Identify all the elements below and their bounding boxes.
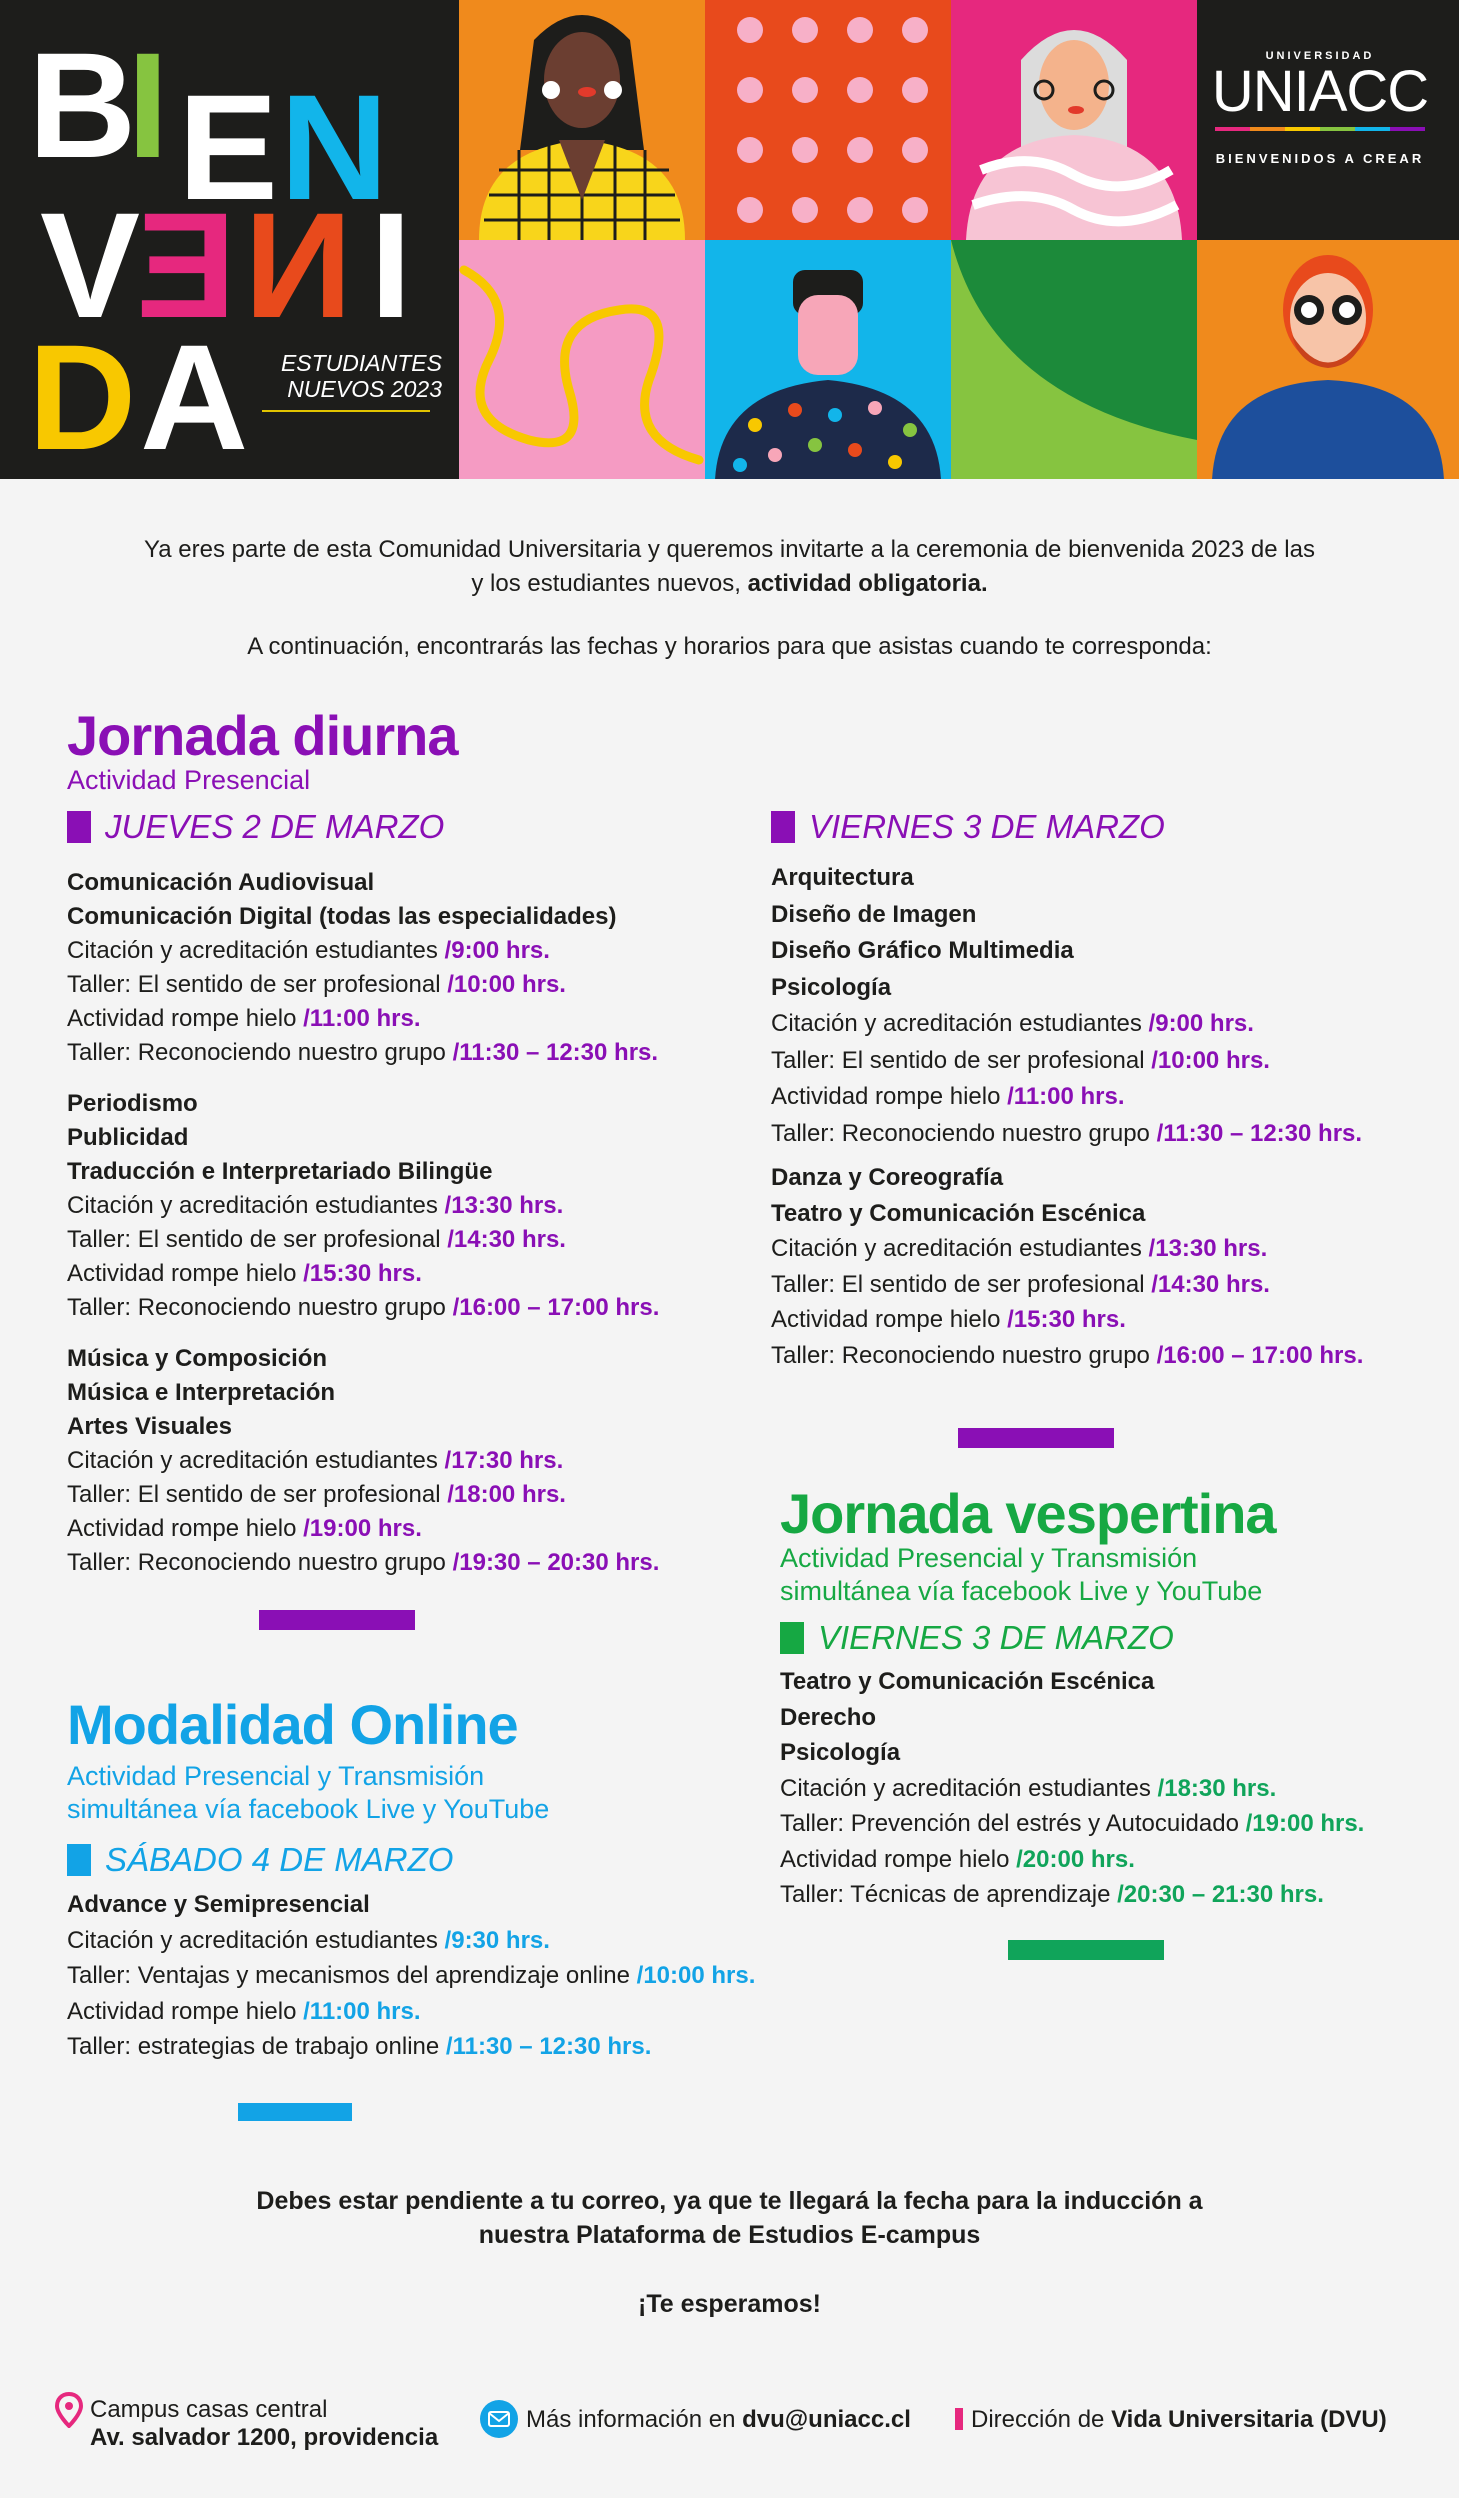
activity-label: Actividad rompe hielo [771,1083,1001,1110]
section-subtitle-online: Actividad Presencial y Transmisión simultánea vía facebook Live y YouTube [67,1761,550,1824]
wordmark-letter: N [280,63,385,231]
activity-label: Citación y acreditación estudiantes [67,1926,438,1954]
illustration-man-dots [705,240,951,479]
activity-time: /9:30 hrs. [444,1926,550,1954]
activity-time: /20:30 – 21:30 hrs. [1117,1881,1324,1908]
schedule-item [67,1189,659,1223]
activity-label: Actividad rompe hielo [771,1306,1001,1333]
schedule-item [67,1546,659,1580]
program-name: Artes Visuales [67,1413,232,1440]
activity-time: /17:30 hrs. [444,1447,564,1474]
activity-time: /20:00 hrs. [1016,1845,1135,1873]
wordmark-letter: E [178,63,275,231]
pattern-dots-red [705,0,951,240]
schedule-item [67,934,658,968]
farewell-text: ¡Te esperamos! [638,2290,821,2318]
day-marker [780,1622,804,1654]
schedule-item [67,1223,659,1257]
section-subtitle-diurna: Actividad Presencial [67,765,311,795]
wordmark-letter: E [140,181,237,349]
email-link[interactable]: dvu@uniacc.cl [742,2406,911,2433]
section-subtitle-vespertina: Actividad Presencial y Transmisión simultánea vía facebook Live y YouTube [780,1543,1263,1606]
program-name: Danza y Coreografía [771,1164,1004,1191]
header-banner [0,0,1459,479]
schedule-item [780,1806,1364,1842]
program-name: Arquitectura [771,864,914,891]
schedule-block [67,1087,659,1325]
day-heading-viernes: VIERNES 3 DE MARZO [771,810,1165,843]
intro-text: Ya eres parte de esta Comunidad Universitaria y queremos invitarte a la ceremonia de bienvenida 2023 de las y los estudiantes nuevos, actividad obligatoria. [144,536,1315,597]
divider-green [1008,1940,1164,1960]
wordmark-letter: V [40,181,137,349]
section-title-vespertina: Jornada vespertina [780,1482,1276,1545]
illustration-woman-gray-hair [951,0,1197,240]
schedule-item [67,1958,755,1994]
wordmark-letter: I [370,181,408,349]
activity-label: Citación y acreditación estudiantes [771,1235,1142,1262]
schedule-item [67,2029,755,2065]
bienvenida-wordmark [0,0,459,479]
activity-label: Actividad rompe hielo [780,1845,1010,1873]
schedule-item [771,1338,1363,1374]
schedule-item [780,1842,1364,1878]
schedule-item [67,1002,658,1036]
schedule-item [67,1512,659,1546]
illustration-woman-yellow [459,0,705,240]
program-name: Música e Interpretación [67,1379,336,1406]
activity-time: /11:00 hrs. [1007,1083,1125,1110]
schedule-item [67,1444,659,1478]
schedule-item [771,1302,1363,1338]
activity-label: Actividad rompe hielo [67,1997,297,2025]
schedule-item [67,1291,659,1325]
activity-time: /14:30 hrs. [447,1226,566,1253]
activity-time: /19:00 hrs. [303,1515,422,1542]
schedule-item [67,1257,659,1291]
ecampus-note: Debes estar pendiente a tu correo, ya que te llegará la fecha para la inducción a nuestra Plataforma de Estudios E-campus [256,2187,1203,2249]
schedule-item [67,1923,755,1959]
logo-university-label: UNIVERSIDAD [1265,50,1375,62]
wordmark-letter: D [28,313,133,479]
activity-time: /15:30 hrs. [1007,1306,1126,1333]
activity-time: /10:00 hrs. [636,1962,756,1989]
activity-time: /10:00 hrs. [1151,1046,1270,1074]
program-name: Teatro y Comunicación Escénica [780,1668,1155,1695]
activity-label: Actividad rompe hielo [67,1515,297,1542]
activity-time: /15:30 hrs. [303,1260,422,1287]
activity-label: Taller: Técnicas de aprendizaje [780,1881,1111,1908]
pattern-green-wave [951,240,1197,479]
activity-label: Citación y acreditación estudiantes [67,1447,438,1474]
program-name: Traducción e Interpretariado Bilingüe [67,1158,493,1185]
activity-time: /16:00 – 17:00 hrs. [1156,1341,1364,1369]
day-marker [67,811,91,843]
activity-label: Citación y acreditación estudiantes [67,1192,438,1219]
activity-time: /11:00 hrs. [303,1997,421,2025]
campus-address: Campus casas central Av. salvador 1200, providencia [55,2396,438,2452]
schedule-item [771,1231,1363,1267]
activity-time: /13:30 hrs. [1148,1235,1268,1262]
program-name: Comunicación Audiovisual [67,869,375,896]
activity-time: /9:00 hrs. [444,937,550,964]
program-name: Comunicación Digital (todas las especialidades) [67,903,617,930]
day-heading-sabado: SÁBADO 4 DE MARZO [67,1843,453,1876]
program-name: Psicología [780,1739,901,1766]
activity-label: Actividad rompe hielo [67,1260,297,1287]
dvu-marker [955,2408,963,2430]
program-name: Diseño Gráfico Multimedia [771,937,1074,964]
program-name: Música y Composición [67,1345,328,1372]
program-name: Teatro y Comunicación Escénica [771,1199,1146,1227]
schedule-item [780,1877,1364,1913]
activity-time: /19:30 – 20:30 hrs. [452,1549,660,1576]
program-name: Publicidad [67,1124,189,1151]
activity-label: Taller: El sentido de ser profesional [67,971,441,998]
wordmark-letter: A [140,313,245,479]
activity-time: /18:00 hrs. [447,1481,566,1508]
activity-label: Citación y acreditación estudiantes [771,1010,1142,1037]
logo-tagline: BIENVENIDOS A CREAR [1215,150,1425,166]
activity-label: Taller: Reconociendo nuestro grupo [67,1294,446,1321]
activity-time: /14:30 hrs. [1151,1270,1270,1298]
activity-time: /10:00 hrs. [447,971,566,998]
activity-label: Citación y acreditación estudiantes [67,937,438,964]
schedule-item [67,1478,659,1512]
divider-purple [958,1428,1114,1448]
schedule-item [771,1043,1362,1080]
illustration-man-glasses [1197,240,1459,479]
activity-label: Taller: Ventajas y mecanismos del aprendizaje online [67,1962,630,1989]
activity-time: /11:30 – 12:30 hrs. [452,1039,659,1066]
activity-label: Actividad rompe hielo [67,1005,297,1032]
activity-label: Taller: Reconociendo nuestro grupo [67,1549,446,1576]
logo-uniacc-text: UNIACC [1211,59,1429,124]
schedule-item [67,1036,658,1070]
schedule-block [771,1160,1363,1373]
section-title-diurna: Jornada diurna [67,704,458,767]
dvu-credit: Dirección de Vida Universitaria (DVU) [955,2406,1387,2434]
divider-purple [259,1610,415,1630]
uniacc-logo [1190,50,1450,166]
schedule-block [780,1664,1364,1913]
day-heading-viernes-vespertina: VIERNES 3 DE MARZO [780,1621,1174,1654]
schedule-item [771,1006,1362,1043]
wordmark-letter: B [28,21,133,189]
intro-instructions: A continuación, encontrarás las fechas y horarios para que asistas cuando te corresponda: [247,633,1212,660]
program-name: Diseño de Imagen [771,900,977,928]
activity-label: Taller: Reconociendo nuestro grupo [771,1119,1150,1147]
activity-time: /18:30 hrs. [1157,1774,1277,1802]
activity-time: /11:00 hrs. [303,1005,421,1032]
activity-time: /16:00 – 17:00 hrs. [452,1294,660,1321]
program-name: Derecho [780,1703,877,1731]
day-marker [67,1844,91,1876]
activity-label: Taller: Reconociendo nuestro grupo [771,1341,1150,1369]
program-name: Psicología [771,973,892,1001]
schedule-item [780,1771,1364,1807]
students-label: ESTUDIANTES NUEVOS 2023 [280,350,442,403]
schedule-block [67,866,658,1070]
activity-label: Taller: estrategias de trabajo online [67,2033,440,2060]
mail-icon [480,2400,518,2438]
activity-label: Citación y acreditación estudiantes [780,1774,1151,1802]
schedule-item [67,968,658,1002]
schedule-block [67,1342,659,1580]
schedule-item [771,1116,1362,1153]
activity-time: /9:00 hrs. [1148,1010,1254,1037]
activity-time: /11:30 – 12:30 hrs. [1156,1119,1363,1147]
wordmark-letter: I [127,21,165,189]
activity-label: Taller: El sentido de ser profesional [771,1046,1145,1074]
pattern-squiggle-pink [459,240,705,479]
day-heading-jueves: JUEVES 2 DE MARZO [67,810,444,843]
logo-color-bar [1215,127,1425,131]
schedule-block [771,860,1362,1152]
activity-label: Taller: Prevención del estrés y Autocuidado [780,1810,1239,1837]
activity-time: /13:30 hrs. [444,1192,564,1219]
divider-blue [238,2103,352,2121]
schedule-item [771,1267,1363,1303]
schedule-item [771,1079,1362,1116]
day-marker [771,811,795,843]
students-underline [262,410,430,412]
location-pin-icon [55,2392,83,2428]
activity-time: /11:30 – 12:30 hrs. [445,2033,652,2060]
program-name: Periodismo [67,1090,198,1117]
schedule-item [67,1994,755,2030]
wordmark-letter: N [248,181,353,349]
activity-label: Taller: El sentido de ser profesional [67,1226,441,1253]
activity-label: Taller: El sentido de ser profesional [771,1270,1145,1298]
activity-label: Taller: El sentido de ser profesional [67,1481,441,1508]
program-name: Advance y Semipresencial [67,1891,370,1918]
activity-label: Taller: Reconociendo nuestro grupo [67,1039,446,1066]
contact-info: Más información en dvu@uniacc.cl [480,2406,911,2434]
activity-time: /19:00 hrs. [1245,1810,1365,1837]
schedule-block [67,1887,755,2065]
section-title-online: Modalidad Online [67,1693,518,1756]
